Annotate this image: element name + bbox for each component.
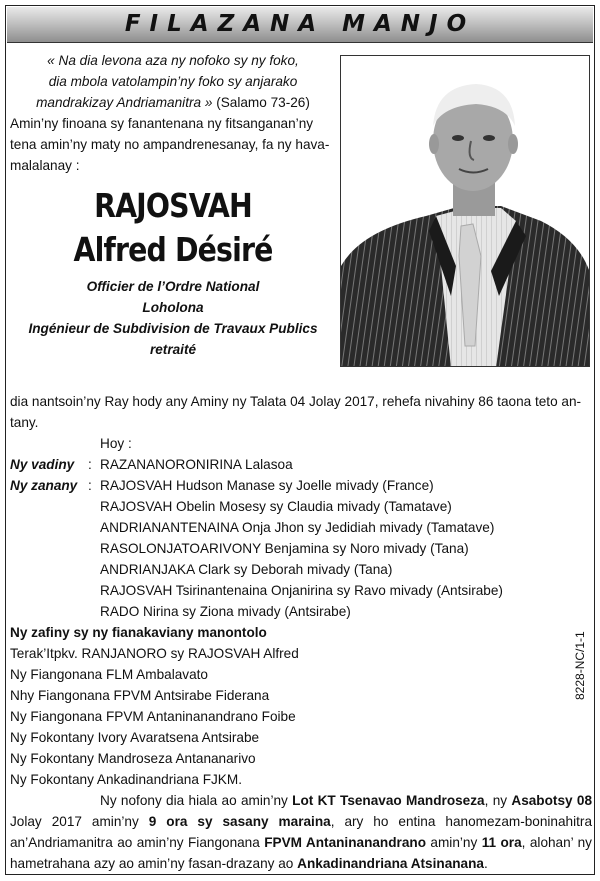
closing-text: Jolay 2017 amin’ny [10, 814, 149, 829]
child-item: RASOLONJATOARIVONY Benjamina sy Noro mivady (Tana) [100, 541, 469, 556]
deceased-titles [10, 276, 336, 360]
closing-church: FPVM Antaninanandrano [264, 835, 426, 850]
announcement-text: dia nantsoin’ny Ray hody any Aminy ny Talata 04 Jolay 2017, rehefa nivahiny 86 taona teto an-tany. [10, 394, 582, 430]
closing-burial-place: Ankadinandriana Atsinanana [297, 856, 484, 871]
hoy-label: Hoy : [100, 436, 132, 451]
title-line-4: retraité [149, 342, 197, 357]
spouse-name: RAZANANORONIRINA Lalasoa [100, 457, 293, 472]
child-item: RADO Nirina sy Ziona mivady (Antsirabe) [100, 604, 351, 619]
relative-item: Ny Fiangonana FPVM Antaninanandrano Foibe [10, 709, 296, 724]
notice-body [10, 391, 592, 874]
bible-quote [10, 50, 336, 113]
quote-line-1: « Na dia levona aza ny nofoko sy ny foko, [47, 53, 299, 68]
spouse-row [10, 454, 592, 475]
title-line-3: Ingénieur de Subdivision de Travaux Publics [28, 321, 318, 336]
closing-location: Lot KT Tsenavao Mandroseza [292, 793, 485, 808]
header-title: FILAZANA MANJO [124, 11, 476, 37]
children-list [100, 475, 592, 622]
closing-text: . [483, 856, 488, 871]
header-banner [7, 7, 593, 43]
portrait-photo [340, 55, 590, 367]
relative-item: Ny Fokontany Ankadinandriana FJKM. [10, 772, 242, 787]
title-line-2: Loholona [142, 300, 204, 315]
closing-text: , alohan’ ny hametrahana azy ao amin’ny fasan-drazany ao [10, 835, 592, 871]
reference-code: 8228-NC/1-1 [573, 631, 587, 700]
deceased-surname: RAJOSVAH [94, 186, 252, 225]
closing-text: Ny nofony dia hiala ao amin’ny [100, 793, 293, 808]
quote-reference: (Salamo 73-26) [216, 95, 310, 110]
closing-paragraph [10, 790, 592, 874]
closing-time: 9 ora sy sasany maraina [148, 814, 331, 829]
portrait-illustration [341, 56, 590, 367]
relatives-heading: Ny zafiny sy ny fianakaviany manontolo [10, 625, 267, 640]
closing-text: amin’ny [426, 835, 482, 850]
title-line-1: Officier de l’Ordre National [86, 279, 260, 294]
relative-item: Ny Fokontany Mandroseza Antananarivo [10, 751, 256, 766]
child-item: ANDRIANANTENAINA Onja Jhon sy Jedidiah mivady (Tamatave) [100, 520, 495, 535]
closing-text: , ary ho entina hanomezam-boninahitra an’Andriamanitra ao amin’ny Fiangonana [10, 814, 592, 850]
relative-item: Nhy Fiangonana FPVM Antsirabe Fiderana [10, 688, 270, 703]
child-item: RAJOSVAH Obelin Mosesy sy Claudia mivady (Tamatave) [100, 499, 452, 514]
relative-item: Ny Fiangonana FLM Ambalavato [10, 667, 208, 682]
children-row [10, 475, 592, 622]
quote-line-2: dia mbola vatolampin’ny foko sy anjarako [48, 74, 298, 89]
spouse-label: Ny vadiny [10, 457, 75, 472]
closing-date: Asabotsy 08 [511, 793, 593, 808]
deceased-given-names: Alfred Désiré [73, 230, 273, 269]
children-label: Ny zanany [10, 478, 78, 493]
intro-text: Amin’ny finoana sy fanantenana ny fitsanganan’ny tena amin’ny maty no ampandrenesanay, fa ny hava-malalanay : [10, 116, 330, 173]
closing-text: , ny [484, 793, 512, 808]
children-colon: : [88, 478, 92, 493]
child-item: RAJOSVAH Hudson Manase sy Joelle mivady (France) [100, 478, 434, 493]
quote-line-3 [10, 92, 336, 113]
child-item: ANDRIANJAKA Clark sy Deborah mivady (Tana) [100, 562, 393, 577]
relative-item: Terak’Itpkv. RANJANORO sy RAJOSVAH Alfred [10, 646, 299, 661]
top-left-column [10, 50, 336, 360]
child-item: RAJOSVAH Tsirinantenaina Onjanirina sy Ravo mivady (Antsirabe) [100, 583, 503, 598]
relative-item: Ny Fokontany Ivory Avaratsena Antsirabe [10, 730, 260, 745]
closing-service-time: 11 ora [481, 835, 522, 850]
spouse-colon: : [88, 457, 92, 472]
quote-line-3-text: mandrakizay Andriamanitra » [36, 95, 213, 110]
